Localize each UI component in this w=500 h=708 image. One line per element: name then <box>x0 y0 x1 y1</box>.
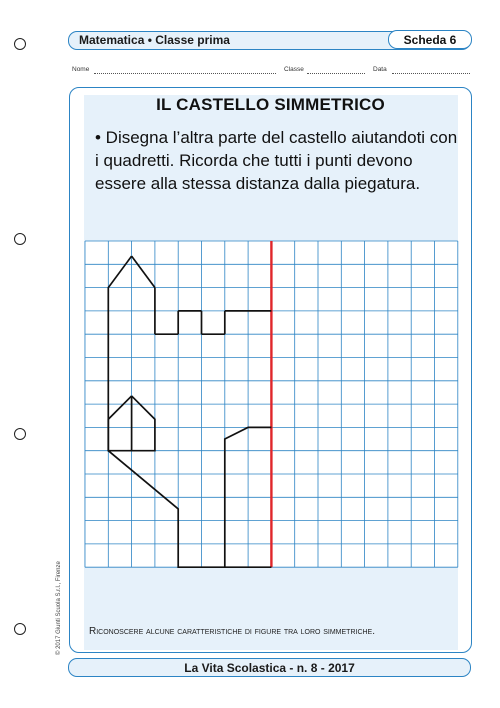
footer-bar <box>68 658 471 677</box>
name-field[interactable] <box>94 73 276 74</box>
worksheet-tab <box>388 30 472 49</box>
instruction-text: • Disegna l’altra parte del castello aiutandoti con i quadretti. Ricorda che tutti i punti devono essere alla stessa distanza dalla piegatura. <box>95 128 458 193</box>
name-label: Nome <box>72 66 90 73</box>
name-row <box>72 66 472 78</box>
date-field[interactable] <box>392 73 470 74</box>
class-field[interactable] <box>307 73 365 74</box>
date-label: Data <box>373 66 387 73</box>
learning-objective: Riconoscere alcune caratteristiche di figure tra loro simmetriche. <box>89 626 376 637</box>
class-label: Classe <box>284 66 304 73</box>
copyright-notice: © 2017 Giunti Scuola S.r.l., Firenze <box>56 561 62 655</box>
subject-label: Matematica • Classe prima <box>79 33 230 47</box>
binder-hole-3 <box>14 428 26 440</box>
binder-hole-4 <box>14 623 26 635</box>
page-title: IL CASTELLO SIMMETRICO <box>156 95 385 114</box>
worksheet-number: Scheda 6 <box>403 33 457 47</box>
binder-hole-2 <box>14 233 26 245</box>
footer-text: La Vita Scolastica - n. 8 - 2017 <box>184 661 355 675</box>
header-bar <box>68 31 471 50</box>
grid-canvas[interactable] <box>84 240 459 573</box>
binder-hole-1 <box>14 38 26 50</box>
drawing-grid[interactable] <box>84 240 459 578</box>
